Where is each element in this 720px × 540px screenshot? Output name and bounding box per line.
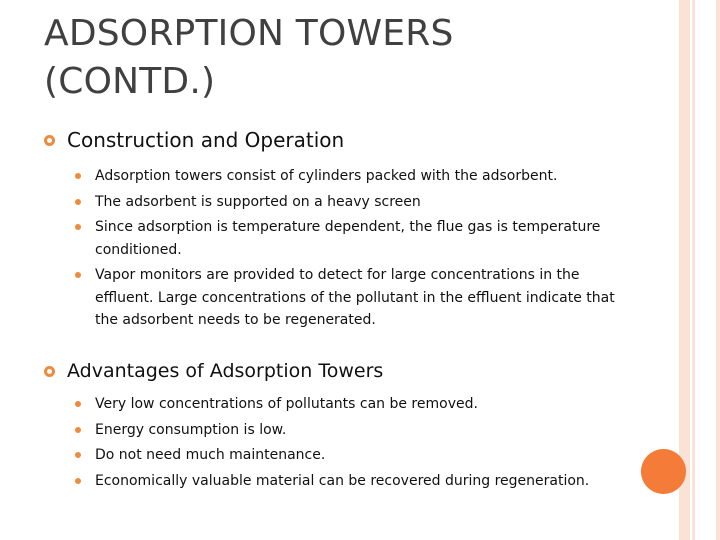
slide-title-line1: ADSORPTION TOWERS bbox=[44, 13, 454, 54]
list-item bbox=[75, 165, 635, 188]
list-item bbox=[75, 470, 635, 493]
list-item bbox=[75, 191, 635, 214]
dot-bullet-icon bbox=[75, 478, 81, 484]
section-heading-construction bbox=[44, 128, 344, 152]
list-item-text: The adsorbent is supported on a heavy screen bbox=[95, 193, 421, 210]
dot-bullet-icon bbox=[75, 173, 81, 179]
list-item-text: Adsorption towers consist of cylinders packed with the adsorbent. bbox=[95, 168, 558, 184]
list-item-text: Vapor monitors are provided to detect for large concentrations in the effluent. Large concentrations of the pollutant in the effluent indicate that the adsorbent needs to be regenerated. bbox=[95, 267, 615, 328]
list-item bbox=[75, 444, 635, 467]
list-item-text: Energy consumption is low. bbox=[95, 421, 287, 438]
list-item bbox=[75, 419, 635, 442]
advantages-bullet-list bbox=[75, 393, 635, 495]
dot-bullet-icon bbox=[75, 224, 81, 230]
accent-circle-icon bbox=[641, 449, 686, 494]
dot-bullet-icon bbox=[75, 199, 81, 205]
decorative-stripe-thin bbox=[692, 0, 695, 540]
list-item-text: Very low concentrations of pollutants can be removed. bbox=[95, 396, 478, 412]
list-item bbox=[75, 393, 635, 416]
construction-bullet-list bbox=[75, 165, 635, 335]
dot-bullet-icon bbox=[75, 427, 81, 433]
ring-bullet-icon bbox=[44, 366, 55, 377]
slide-title-line2: (CONTD.) bbox=[44, 61, 216, 102]
list-item bbox=[75, 216, 635, 261]
decorative-stripe-edge bbox=[716, 0, 720, 540]
dot-bullet-icon bbox=[75, 401, 81, 407]
dot-bullet-icon bbox=[75, 272, 81, 278]
list-item-text: Economically valuable material can be recovered during regeneration. bbox=[95, 472, 590, 489]
ring-bullet-icon bbox=[44, 135, 55, 146]
section-heading-advantages bbox=[44, 360, 383, 382]
slide-title bbox=[44, 10, 664, 106]
list-item bbox=[75, 264, 635, 332]
dot-bullet-icon bbox=[75, 452, 81, 458]
section-heading-label: Advantages of Adsorption Towers bbox=[67, 360, 384, 382]
list-item-text: Do not need much maintenance. bbox=[95, 447, 326, 463]
section-heading-label: Construction and Operation bbox=[67, 128, 345, 152]
list-item-text: Since adsorption is temperature dependent, the flue gas is temperature conditioned. bbox=[95, 219, 601, 258]
